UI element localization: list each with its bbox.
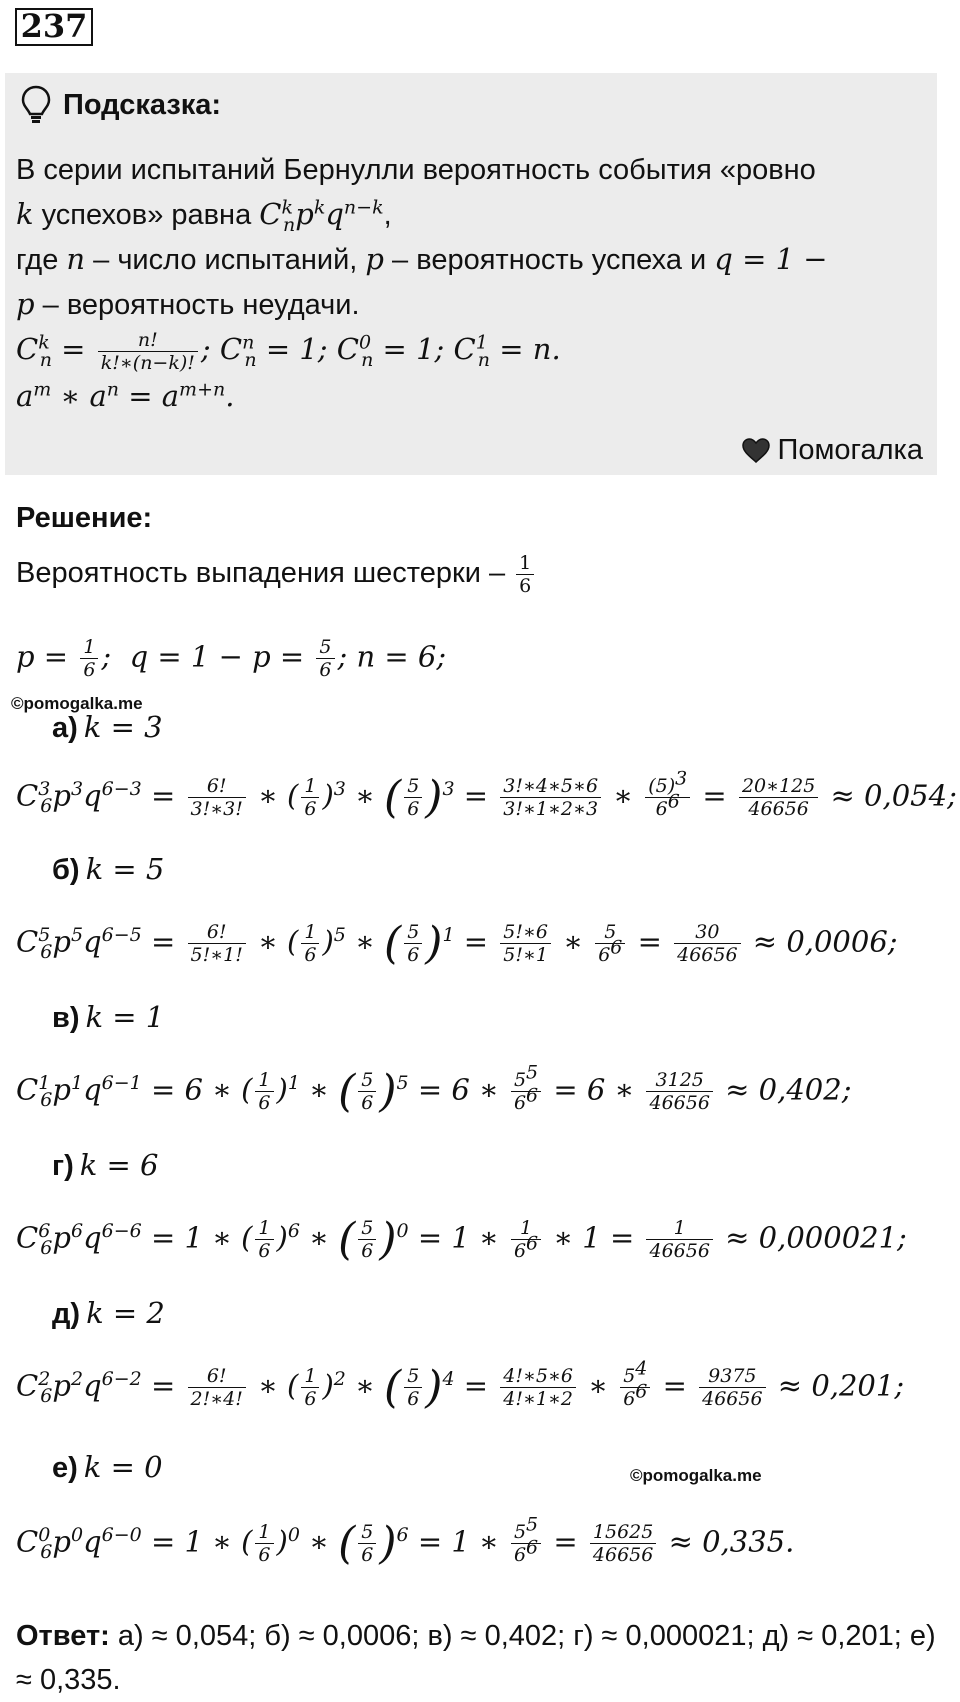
hint-line-3: где n – число испытаний, p – вероятность успеха и q = 1 − bbox=[16, 242, 828, 276]
hint-box bbox=[5, 73, 937, 475]
case-d-formula: $C^6_6p^6q^{6-6} = 1$ ∗ ( $\frac{1}{6}$ )$^6$ ∗ ( $\frac{5}{6}$ )$^0$ = 1 ∗ $\frac{1}{6^6}$ ∗ 1 = $\frac{1}{46656}$ ≈ 0,000021; bbox=[16, 1214, 907, 1265]
case-c: в) k = 1 bbox=[52, 1000, 165, 1034]
case-f: е) k = 0 bbox=[52, 1450, 163, 1484]
case-a: а) k = 3 bbox=[52, 710, 163, 744]
case-e: д) k = 2 bbox=[52, 1296, 165, 1330]
hint-line-6: $a^m$ ∗ $a^n = a^{m+n}$. bbox=[16, 377, 235, 413]
solution-title: Решение: bbox=[16, 502, 153, 534]
parameters-line: p = $\frac{1}{6}$ ; q = 1 − p = $\frac{5}{6}$ ; n = 6; bbox=[16, 636, 447, 681]
lightbulb-icon bbox=[21, 85, 51, 125]
case-e-formula: $C^2_6p^2q^{6-2}$ = $\frac{6!}{2!∗4!}$ ∗ ( $\frac{1}{6}$ )$^2$ ∗ ( $\frac{5}{6}$ )$^4$ = $\frac{4!∗5∗6}{4!∗1∗2}$ ∗ $\frac{5^4}{6^6}$ = $\frac{9375}{46656}$ ≈ 0,201; bbox=[16, 1357, 905, 1413]
answer-label: Ответ: bbox=[16, 1620, 110, 1652]
bernoulli-formula: $C^k_np^kq^{n-k}$ bbox=[259, 196, 384, 236]
probability-line: Вероятность выпадения шестерки – $\frac{1}{6}$ bbox=[16, 552, 537, 597]
watermark: ©pomogalka.me bbox=[11, 694, 143, 713]
hint-title: Подсказка: bbox=[63, 88, 222, 121]
heart-icon bbox=[742, 438, 770, 464]
brand bbox=[742, 434, 923, 467]
hint-body bbox=[16, 148, 931, 418]
hint-line-4: p – вероятность неудачи. bbox=[16, 287, 360, 321]
case-d: г) k = 6 bbox=[52, 1148, 159, 1182]
answer-text: а) ≈ 0,054; б) ≈ 0,0006; в) ≈ 0,402; г) ≈ 0,000021; д) ≈ 0,201; е) ≈ 0,335. bbox=[16, 1620, 936, 1696]
case-c-formula: $C^1_6p^1q^{6-1} = 6$ ∗ ( $\frac{1}{6}$ )$^1$ ∗ ( $\frac{5}{6}$ )$^5$ = 6 ∗ $\frac{5^5}{6^6}$ = 6 ∗ $\frac{3125}{46656}$ ≈ 0,402; bbox=[16, 1061, 852, 1117]
case-b-formula: $C^5_6p^5q^{6-5}$ = $\frac{6!}{5!∗1!}$ ∗ ( $\frac{1}{6}$ )$^5$ ∗ ( $\frac{5}{6}$ )$^1$ = $\frac{5!∗6}{5!∗1}$ ∗ $\frac{5}{6^6}$ = $\frac{30}{46656}$ ≈ 0,0006; bbox=[16, 918, 898, 969]
watermark-2: ©pomogalka.me bbox=[630, 1466, 762, 1485]
brand-name: Помогалка bbox=[777, 434, 923, 466]
case-b: б) k = 5 bbox=[52, 852, 165, 886]
hint-header bbox=[21, 85, 221, 125]
case-f-formula: $C^0_6p^0q^{6-0} = 1$ ∗ ( $\frac{1}{6}$ )$^0$ ∗ ( $\frac{5}{6}$ )$^6$ = 1 ∗ $\frac{5^5}{6^6}$ = $\frac{15625}{46656}$ ≈ 0,335. bbox=[16, 1513, 795, 1569]
task-number: 237 bbox=[15, 8, 93, 46]
answer bbox=[16, 1614, 941, 1702]
hint-line-2: k успехов» равна $C^k_np^kq^{n-k}$, bbox=[16, 196, 392, 236]
case-a-formula: $C^3_6p^3q^{6-3}$ = $\frac{6!}{3!∗3!}$ ∗ ( $\frac{1}{6}$ )$^3$ ∗ ( $\frac{5}{6}$ )$^3$ = $\frac{3!∗4∗5∗6}{3!∗1∗2∗3}$ ∗ $\frac{(5)^3}{6^6}$ = $\frac{20∗125}{46656}$ ≈ 0,054; bbox=[16, 767, 957, 823]
hint-line-5: $C^k_n$ = $\frac{n!}{k!∗(n-k)!}$ ; $C^n_n = 1$; $C^0_n = 1$; $C^1_n = n$. bbox=[16, 328, 561, 374]
hint-line-1: В серии испытаний Бернулли вероятность события «ровно bbox=[16, 154, 816, 186]
